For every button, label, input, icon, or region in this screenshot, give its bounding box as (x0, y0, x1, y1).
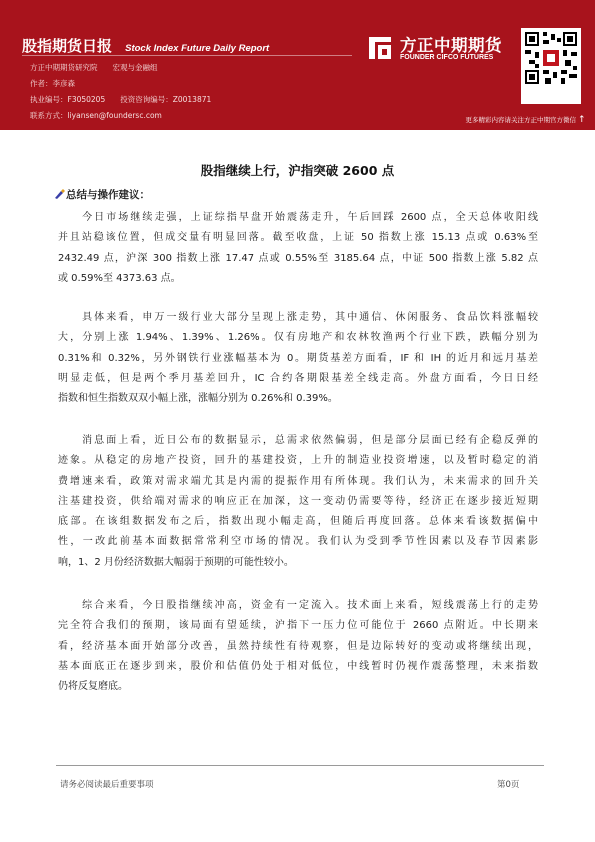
contact-email[interactable]: 联系方式：liyansen@foundersc.com (30, 111, 162, 120)
section-heading-text: 总结与操作建议： (66, 189, 150, 201)
paragraph-line: 性，一改此前基本面数据常常利空市场的情况。我们认为受到季节性因素以及春节因素影 (58, 536, 538, 548)
paragraph-line: 0.31%和 0.32%，另外钢铁行业涨幅基本为 0。期货基差方面看，IF 和 IH 的近月和远月基差 (58, 352, 538, 364)
report-title-row (22, 35, 269, 56)
paragraph-line: 完全符合我们的预期，该局面有望延续，沪指下一压力位可能位于 2660 点附近。中长期来 (58, 620, 538, 632)
wechat-qr-code[interactable] (521, 28, 581, 104)
paragraph-line: 底部。在该组数据发布之后，指数出现小幅走高，但随后再度回落。总体来看该数据偏中 (58, 516, 538, 528)
qr-code-icon (525, 32, 577, 84)
paragraph-line: 注基建投资，供给端对需求的响应正在加深，这一变动仍需要等待，经济正在逐步接近短期 (58, 495, 538, 507)
document-title: 股指继续上行，沪指突破 2600 点 (200, 163, 395, 178)
section-heading (54, 187, 150, 202)
report-header (0, 0, 595, 130)
paragraph-line: 2432.49 点，沪深 300 指数上涨 17.47 点或 0.55%至 3185.64 点，中证 500 指数上涨 5.82 点 (58, 252, 538, 264)
paragraph-line: 消息面上看，近日公布的数据显示，总需求依然偏弱，但是部分层面已经有企稳反弹的 (58, 435, 538, 446)
footer-divider (56, 765, 544, 766)
paragraph-line: 并且站稳该位置，但成交量有明显回落。截至收盘，上证 50 指数上涨 15.13 点或 0.63%至 (58, 232, 538, 244)
logo-text-en: FOUNDER CIFCO FUTURES (400, 54, 494, 61)
paragraph-line: 具体来看，申万一级行业大部分呈现上涨走势，其中通信、休闲服务、食品饮料涨幅较 (58, 312, 538, 323)
paragraph-line: 大，分别上涨 1.94%、1.39%、1.26%。仅有房地产和农林牧渔两个行业下跌，跌幅分别为 (58, 332, 538, 344)
paragraph-line: 基本面底正在逐步到来，股价和估值仍处于相对低位，中线暂时仍视作震荡整理，未来指数 (58, 660, 538, 672)
footer-disclaimer: 请务必阅读最后重要事项 (60, 780, 154, 790)
logo-text-cn: 方正中期期货 (400, 36, 502, 55)
report-title-en: Stock Index Future Daily Report (125, 43, 270, 54)
paragraph-line: 明显走低，但是两个季月基差回升，IC 合约各期限基差全线走高。外盘方面看，今日日经 (58, 372, 538, 384)
paragraph-line: 指数和恒生指数双双小幅上涨，涨幅分别为 0.26%和 0.39%。 (58, 393, 338, 405)
paragraph-line: 迹象。从稳定的房地产投资，回升的基建投资，上升的制造业投资增速，以及暂时稳定的消 (58, 455, 538, 467)
logo-mark-icon (365, 33, 395, 63)
paragraph-4 (58, 596, 538, 697)
paragraph-2 (58, 308, 538, 409)
header-divider (22, 55, 352, 56)
arrow-up-icon: ↑ (578, 115, 586, 125)
license-text: 执业编号：F3050205 投资咨询编号：Z0013871 (30, 95, 212, 104)
paragraph-line: 响，1、2 月份经济数据大幅弱于预期的可能性较小。 (58, 556, 294, 568)
page-number: 第0页 (497, 780, 520, 790)
pen-bullet-icon (54, 189, 66, 199)
paragraph-line: 综合来看，今日股指继续冲高，资金有一定流入。技术面上来看，短线震荡上行的走势 (58, 600, 538, 611)
wechat-follow-text: 更多精彩内容请关注方正中期官方微信 (465, 116, 576, 124)
paragraph-line: 今日市场继续走强，上证综指早盘开始震荡走升，午后回踩 2600 点，全天总体收阳线 (58, 212, 538, 223)
paragraph-line: 或 0.59%至 4373.63 点。 (58, 272, 181, 284)
paragraph-3 (58, 431, 538, 573)
paragraph-1 (58, 208, 538, 289)
paragraph-line: 费增速来看，政策对需求端尤其是内需的提振作用有所体现。我们认为，未来需求的回升关 (58, 475, 538, 487)
paragraph-line: 看，经济基本面开始部分改善，虽然持续性有待观察，但是边际转好的变动或将继续出现， (58, 640, 538, 652)
author-text: 作者：李彦森 (30, 79, 75, 88)
wechat-follow-note (466, 115, 586, 125)
company-logo (365, 30, 520, 72)
paragraph-line: 仍将反复磨底。 (58, 681, 128, 693)
report-title-cn: 股指期货日报 (22, 37, 113, 55)
institute-text: 方正中期期货研究院 宏观与金融组 (30, 63, 158, 72)
